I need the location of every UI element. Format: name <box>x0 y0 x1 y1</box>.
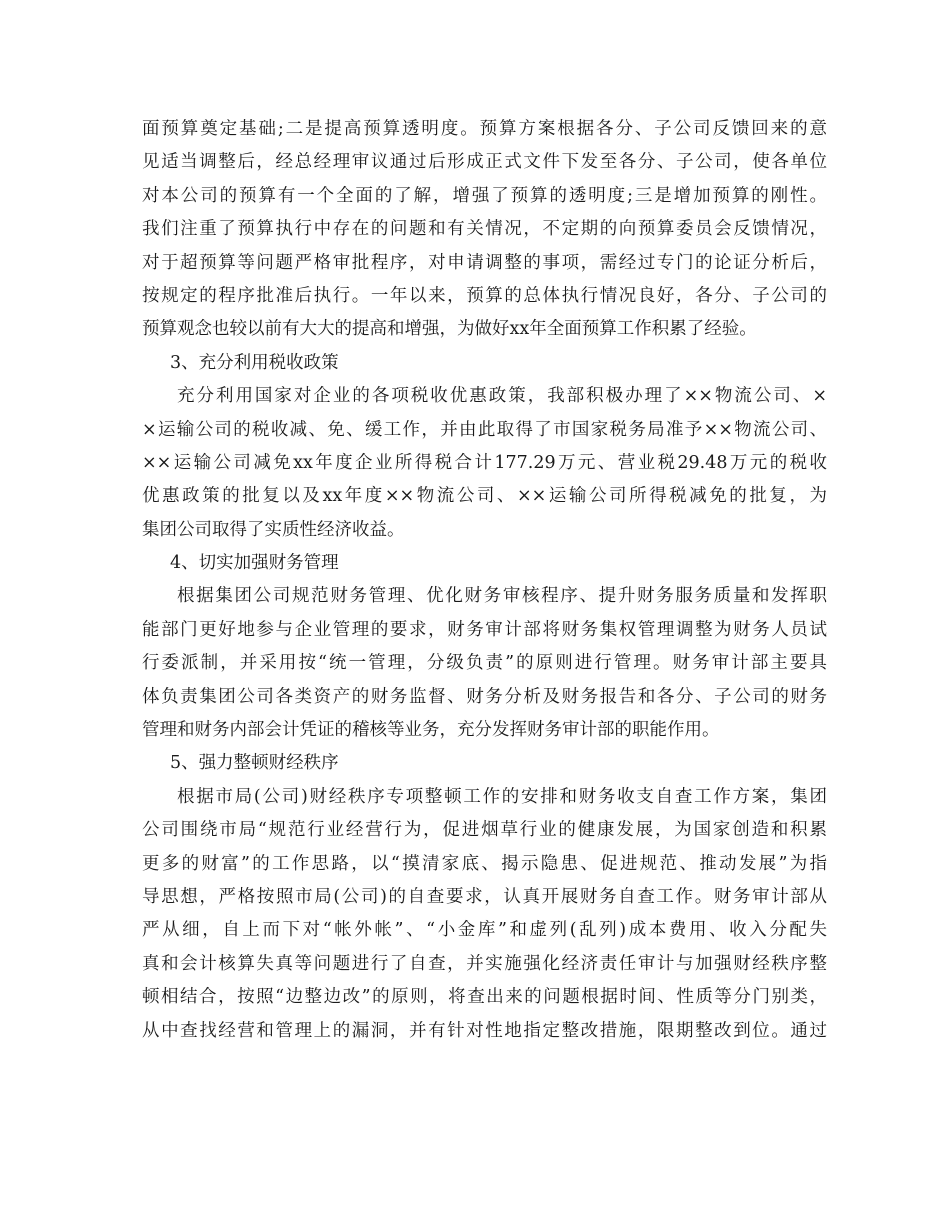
text-line: ×运输公司的税收减、免、缓工作，并由此取得了市国家税务局准予××物流公司、 <box>142 419 827 440</box>
text-line: 预算观念也较以前有大大的提高和增强，为做好xx年全面预算工作积累了经验。 <box>142 319 757 340</box>
text-line: 能部门更好地参与企业管理的要求，财务审计部将财务集权管理调整为财务人员试 <box>142 619 827 640</box>
text-line: 面预算奠定基础;二是提高预算透明度。预算方案根据各分、子公司反馈回来的意 <box>142 119 827 139</box>
text-line: 根据市局(公司)财经秩序专项整顿工作的安排和财务收支自查工作方案，集团 <box>177 786 827 807</box>
text-line: ××运输公司减免xx年度企业所得税合计177.29万元、营业税29.48万元的税收 <box>142 452 827 473</box>
text-line: 从中查找经营和管理上的漏洞，并有针对性地指定整改措施，限期整改到位。通过 <box>142 1020 827 1041</box>
text-line: 行委派制，并采用按“统一管理，分级负责”的原则进行管理。财务审计部主要具 <box>142 653 827 674</box>
document-body <box>142 113 827 1048</box>
text-line: 优惠政策的批复以及xx年度××物流公司、××运输公司所得税减免的批复，为 <box>142 486 827 507</box>
text-line: 见适当调整后，经总经理审议通过后形成正式文件下发至各分、子公司，使各单位 <box>142 152 827 173</box>
section-heading: 3、充分利用税收政策 <box>170 352 339 373</box>
text-line: 顿相结合，按照“边整边改”的原则，将查出来的问题根据时间、性质等分门别类， <box>142 987 827 1008</box>
text-line: 根据集团公司规范财务管理、优化财务审核程序、提升财务服务质量和发挥职 <box>177 586 827 607</box>
text-line: 导思想，严格按照市局(公司)的自查要求，认真开展财务自查工作。财务审计部从 <box>142 886 827 907</box>
text-line: 更多的财富”的工作思路，以“摸清家底、揭示隐患、促进规范、推动发展”为指 <box>142 853 827 874</box>
text-line: 管理和财务内部会计凭证的稽核等业务，充分发挥财务审计部的职能作用。 <box>142 720 720 741</box>
section-heading: 5、强力整顿财经秩序 <box>170 753 339 774</box>
text-line: 体负责集团公司各类资产的财务监督、财务分析及财务报告和各分、子公司的财务 <box>142 686 827 707</box>
text-line: 按规定的程序批准后执行。一年以来，预算的总体执行情况良好，各分、子公司的 <box>142 285 827 306</box>
text-line: 公司围绕市局“规范行业经营行为，促进烟草行业的健康发展，为国家创造和积累 <box>142 820 827 841</box>
text-line: 集团公司取得了实质性经济收益。 <box>142 519 405 540</box>
text-line: 充分利用国家对企业的各项税收优惠政策，我部积极办理了××物流公司、× <box>177 386 827 407</box>
text-line: 严从细，自上而下对“帐外帐”、“小金库”和虚列(乱列)成本费用、收入分配失 <box>142 920 827 941</box>
text-line: 对本公司的预算有一个全面的了解，增强了预算的透明度;三是增加预算的刚性。 <box>142 185 827 206</box>
text-line: 我们注重了预算执行中存在的问题和有关情况，不定期的向预算委员会反馈情况， <box>142 219 827 240</box>
text-line: 真和会计核算失真等问题进行了自查，并实施强化经济责任审计与加强财经秩序整 <box>142 953 827 974</box>
section-heading: 4、切实加强财务管理 <box>170 553 339 574</box>
text-line: 对于超预算等问题严格审批程序，对申请调整的事项，需经过专门的论证分析后， <box>142 252 827 273</box>
